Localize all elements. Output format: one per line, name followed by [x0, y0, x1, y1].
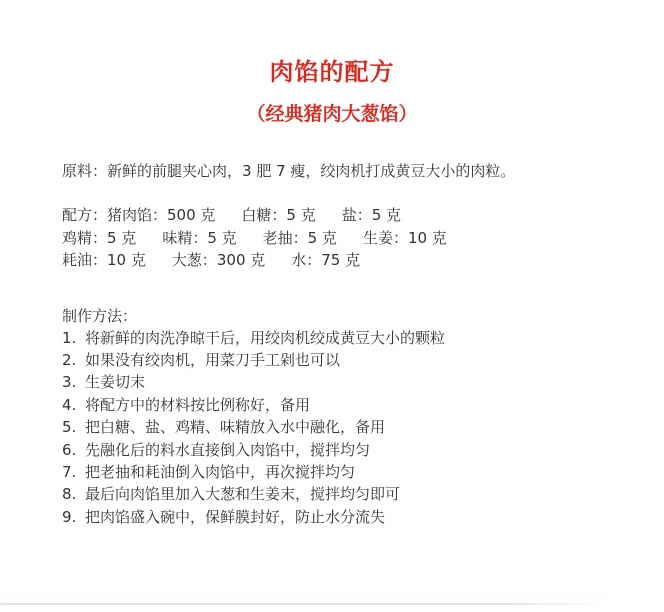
method-heading: 制作方法：	[62, 306, 138, 325]
step-text: 如果没有绞肉机，用菜刀手工剁也可以	[85, 350, 341, 369]
formula-block	[62, 204, 614, 272]
step-text: 生姜切末	[85, 373, 146, 392]
step-number: 1.	[62, 328, 77, 347]
ingredients-line: 原料：新鲜的前腿夹心肉，3 肥 7 瘦，绞肉机打成黄豆大小的肉粒。	[62, 162, 516, 180]
formula-item: 生姜：10 克	[362, 228, 447, 247]
step-number: 5.	[62, 418, 77, 437]
formula-item: 盐：5 克	[341, 206, 402, 224]
step-number: 3.	[62, 373, 77, 392]
step-number: 9.	[62, 507, 77, 526]
formula-row	[62, 227, 614, 250]
formula-item: 味精：5 克	[162, 228, 237, 247]
list-item	[62, 416, 614, 438]
formula-row	[62, 249, 614, 272]
page-bottom-divider	[0, 603, 608, 605]
steps-list	[62, 327, 614, 529]
formula-item: 大葱：300 克	[171, 251, 266, 269]
formula-item: 白糖：5 克	[241, 206, 316, 224]
doc-body	[62, 160, 614, 528]
formula-item: 老抽：5 克	[262, 228, 337, 247]
formula-item: 配方：猪肉馅：500 克	[62, 206, 216, 224]
list-item	[62, 349, 614, 371]
step-text: 把白糖、盐、鸡精、味精放入水中融化，备用	[85, 418, 386, 437]
list-item	[62, 439, 614, 461]
step-number: 4.	[62, 395, 77, 414]
formula-item: 耗油：10 克	[62, 251, 146, 269]
list-item	[62, 483, 614, 505]
step-text: 最后向肉馅里加入大葱和生姜末，搅拌均匀即可	[85, 485, 401, 504]
doc-header	[0, 0, 664, 126]
step-text: 把肉馅盛入碗中，保鲜膜封好，防止水分流失	[85, 507, 386, 526]
step-number: 8.	[62, 485, 77, 504]
step-text: 将配方中的材料按比例称好，备用	[85, 395, 311, 414]
step-text: 先融化后的料水直接倒入肉馅中，搅拌均匀	[85, 440, 371, 459]
step-text: 把老抽和耗油倒入肉馅中，再次搅拌均匀	[85, 462, 356, 481]
page-subtitle: （经典猪肉大葱馅）	[246, 103, 418, 125]
list-item	[62, 394, 614, 416]
step-number: 2.	[62, 350, 77, 369]
formula-row	[62, 204, 614, 227]
formula-item: 水：75 克	[291, 251, 361, 269]
formula-item: 鸡精：5 克	[62, 228, 137, 247]
page-title: 肉馅的配方	[269, 57, 395, 86]
list-item	[62, 461, 614, 483]
list-item	[62, 371, 614, 393]
step-number: 7.	[62, 462, 77, 481]
list-item	[62, 506, 614, 528]
list-item	[62, 327, 614, 349]
step-number: 6.	[62, 440, 77, 459]
step-text: 将新鲜的肉洗净晾干后，用绞肉机绞成黄豆大小的颗粒	[85, 328, 446, 347]
